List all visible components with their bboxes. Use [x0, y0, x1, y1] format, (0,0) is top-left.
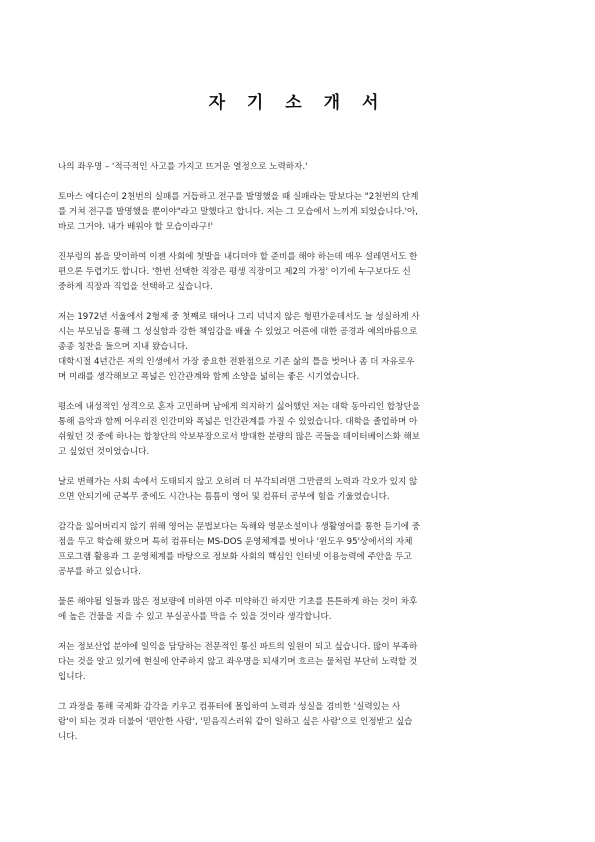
- motto-paragraph: 나의 좌우명 – '적극적인 사고를 가지고 뜨거운 열정으로 노력하자.': [58, 162, 308, 172]
- goal-paragraph: 저는 정보산업 분야에 일익을 담당하는 전문적인 통신 파트의 일원이 되고 싶습니다. 많이 부족하 다는 것을 알고 있기에 현실에 안주하지 않고 좌우명을 되새기며 흐르는 물처럼 부단히 노력할 것 입니다.: [58, 642, 418, 682]
- english-computer-paragraph: 감각을 잃어버리지 않기 위해 영어는 문법보다는 독해와 영문소설이나 생활영어를 통한 듣기에 중 점을 두고 학습해 왔으며 특히 컴퓨터는 MS-DOS 운영체계를 벗어나 '윈도우 95'상에서의 자체 프로그램 활용과 그 운영체계를 바탕으로 정보화 사회의 핵심인 인터넷 이용능력에 주안을 두고 공부를 하고 있습니다.: [58, 522, 421, 577]
- document-title: 자 기 소 개 서: [208, 93, 387, 113]
- closing-paragraph: 그 과정을 통해 국제화 감각을 키우고 컴퓨터에 몰입하여 노력과 성실을 겸비한 '실력있는 사 람'이 되는 것과 더불어 '편안한 사람', '믿음직스러워 같이 일하고 싶은 사람'으로 인정받고 싶습 니다.: [58, 702, 413, 742]
- document-body: [58, 160, 528, 745]
- choir-paragraph: 평소에 내성적인 성격으로 혼자 고민하며 남에게 의지하기 싫어했던 저는 대학 동아리인 합창단을 통해 음악과 함께 어우러진 인간미와 폭넓은 인간관계를 가질 수 있었습니다. 대학을 졸업하며 아 쉬웠던 것 중에 하나는 합창단의 악보부장으로서 방대한 분량의 많은 곡들을 데이터베이스화 해보 고 싶었던 것이었습니다.: [58, 402, 421, 457]
- edison-paragraph: 토마스 에디슨이 2천번의 실패를 거듭하고 전구를 발명했을 때 실패라는 말보다는 "2천번의 단계 를 거쳐 전구를 발명했을 뿐이야"라고 말했다고 합니다. 저는 그 모습에서 느끼게 되었습니다.'아, 바로 그거야. 내가 배워야 할 모습이라구!': [58, 192, 419, 232]
- foundation-paragraph: 물론 해야될 일들과 많은 정보량에 비하면 아주 미약하긴 하지만 기초를 튼튼하게 하는 것이 차후 에 높은 건물을 지을 수 있고 부실공사를 막을 수 있을 것이라 생각합니다.: [58, 597, 418, 622]
- military-study-paragraph: 날로 변해가는 사회 속에서 도태되지 않고 오히려 더 부각되려면 그만큼의 노력과 각오가 있지 않 으면 안되기에 군복무 중에도 시간나는 틈틈이 영어 및 컴퓨터 공부에 힘을 기울였습니다.: [58, 477, 418, 502]
- career-choice-paragraph: 진부렁의 봄을 맞이하여 이젠 사회에 첫발을 내디뎌야 할 준비를 해야 하는데 매우 설레면서도 한 편으론 두렵기도 합니다. '한번 선택한 직장은 평생 직장이고 제2의 가정' 이기에 누구보다도 신 중하게 직장과 직업을 선택하고 싶습니다.: [58, 252, 418, 292]
- background-paragraph: 저는 1972년 서울에서 2형제 중 첫째로 태어나 그리 넉넉지 않은 형편가운데서도 늘 성실하게 사 시는 부모님을 통해 그 성실함과 강한 책임감을 배울 수 있었고 어른에 대한 공경과 예의바름으로 종종 칭찬을 들으며 지내 왔습니다. 대학시절 4년간은 저의 인생에서 가장 중요한 전환점으로 기존 삶의 틀을 벗어나 좀 더 자유로우 며 미래를 생각해보고 폭넓은 인간관계와 함께 소양을 넓히는 좋은 시기였습니다.: [58, 312, 420, 382]
